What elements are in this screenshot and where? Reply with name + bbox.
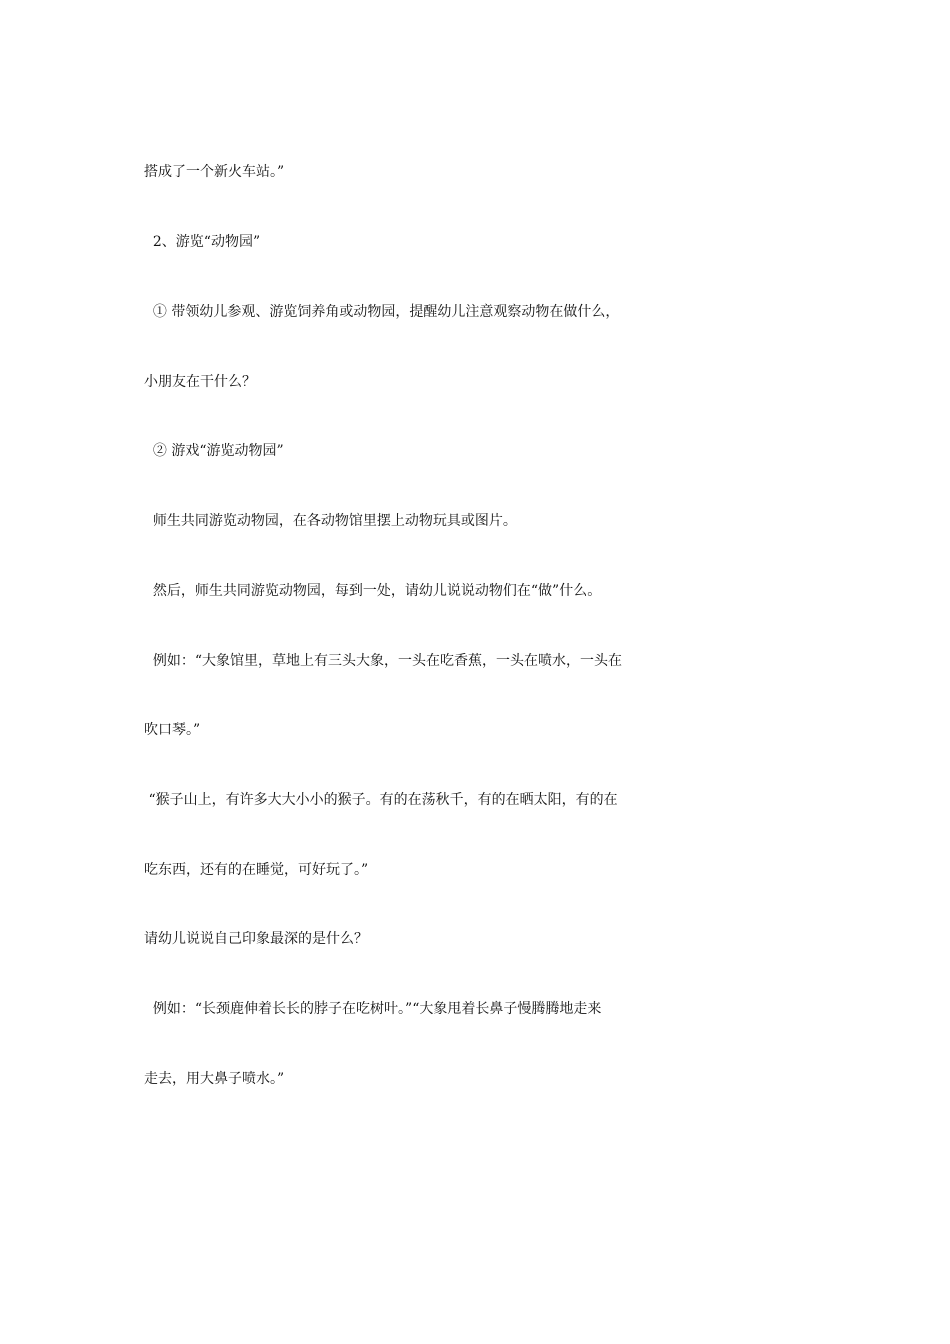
text-line-9: 吹口琴。”: [144, 722, 201, 738]
text-line-6: 师生共同游览动物园，在各动物馆里摆上动物玩具或图片。: [144, 513, 517, 529]
text-line-14: 走去，用大鼻子喷水。”: [144, 1071, 285, 1087]
section-heading: 2、游览“动物园”: [144, 234, 261, 250]
text-line-13: 例如：“长颈鹿伸着长长的脖子在吃树叶。”“大象甩着长鼻子慢腾腾地走来: [144, 1001, 602, 1017]
text-line-12: 请幼儿说说自己印象最深的是什么？: [144, 931, 368, 947]
text-line-10: “猴子山上，有许多大大小小的猴子。有的在荡秋千，有的在晒太阳，有的在: [144, 792, 618, 808]
text-line-7: 然后，师生共同游览动物园，每到一处，请幼儿说说动物们在“做”什么。: [144, 583, 602, 599]
text-line-5: ② 游戏“游览动物园”: [144, 443, 284, 459]
text-line-11: 吃东西，还有的在睡觉，可好玩了。”: [144, 862, 369, 878]
text-line-4: 小朋友在干什么？: [144, 374, 256, 390]
text-line-8: 例如：“大象馆里，草地上有三头大象，一头在吃香蕉，一头在喷水，一头在: [144, 653, 623, 669]
text-line-3: ① 带领幼儿参观、游览饲养角或动物园，提醒幼儿注意观察动物在做什么，: [144, 304, 620, 320]
text-line-1: 搭成了一个新火车站。”: [144, 164, 285, 180]
